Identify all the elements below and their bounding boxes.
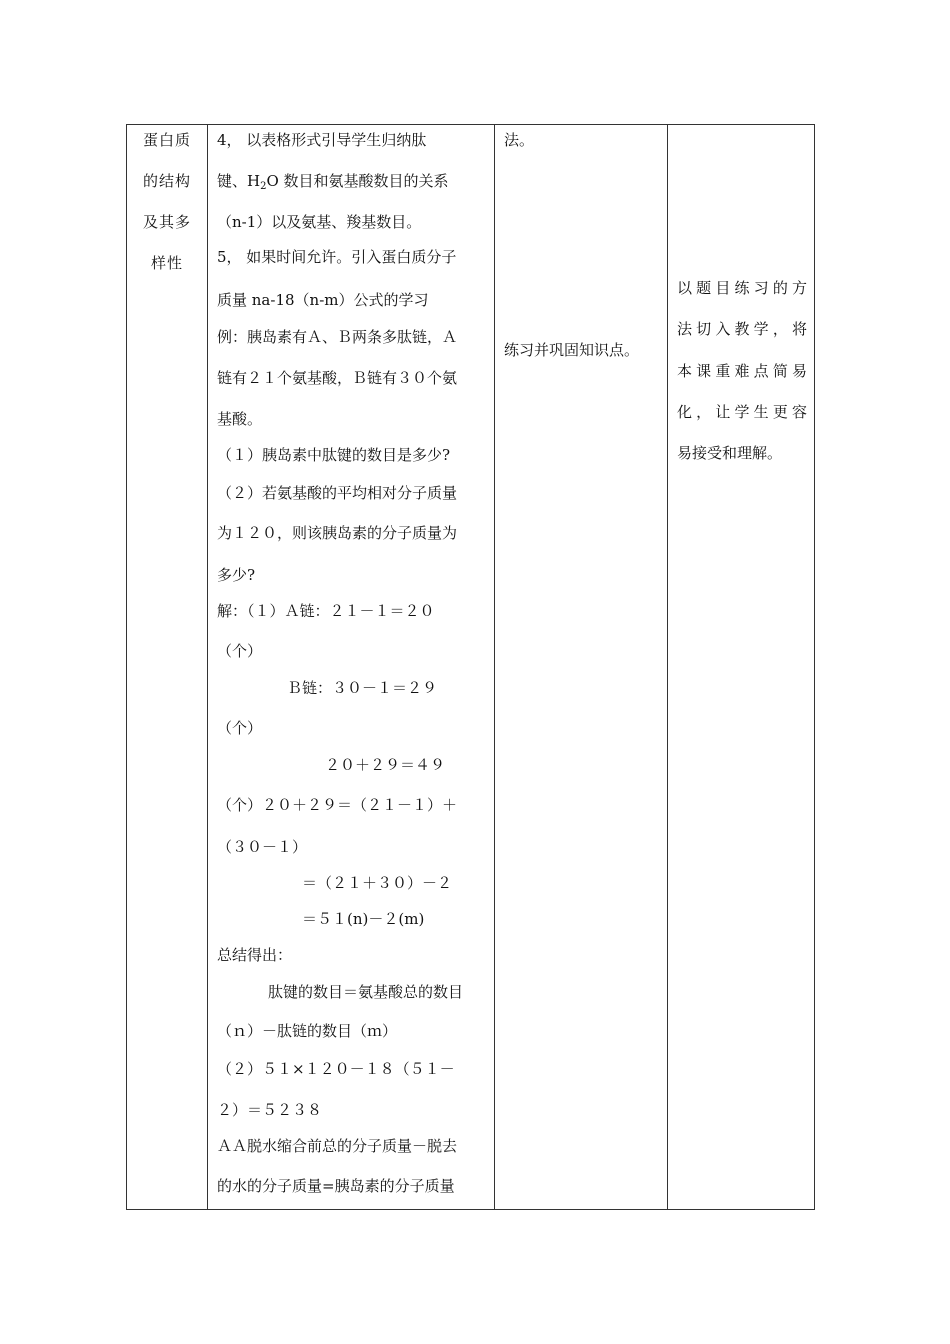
content-line: （个） xyxy=(217,719,263,737)
content-line: ＝５１(n)－２(m) xyxy=(302,910,425,928)
content-line: 4， 以表格形式引导学生归纳肽 xyxy=(217,131,427,149)
topic-cell xyxy=(127,125,207,1209)
content-line: 肽键的数目＝氨基酸总的数目 xyxy=(268,983,464,1001)
content-line: 多少? xyxy=(217,566,256,584)
content-line: 例：胰岛素有Ａ、Ｂ两条多肽链，Ａ xyxy=(217,328,458,346)
activity-line: 法。 xyxy=(504,131,535,149)
content-line: （２）５１×１２０－１８（５１－ xyxy=(217,1060,455,1078)
topic-line: 及其多 xyxy=(142,213,191,231)
student-activity-cell xyxy=(495,125,667,1209)
teaching-content-cell xyxy=(208,125,494,1209)
content-line: （２）若氨基酸的平均相对分子质量 xyxy=(217,484,458,502)
content-line: 键、$H_2O$ 数目和氨基酸数目的关系 xyxy=(217,172,449,192)
content-line: Ｂ链：３０－１＝２９ xyxy=(287,679,438,697)
content-line: 为１２０，则该胰岛素的分子质量为 xyxy=(217,524,458,542)
content-line: 总结得出： xyxy=(217,946,293,964)
content-line: 链有２１个氨基酸，Ｂ链有３０个氨 xyxy=(217,369,458,387)
content-line: 基酸。 xyxy=(217,410,263,428)
content-line: ＝（２１＋３０）－２ xyxy=(302,874,453,892)
content-line: （n-1）以及氨基、羧基数目。 xyxy=(217,213,422,231)
intent-line: 化，让学生更容 xyxy=(677,403,807,421)
content-line: ２）＝５２３８ xyxy=(217,1101,323,1119)
intent-line: 以题目练习的方 xyxy=(677,279,807,297)
activity-line: 练习并巩固知识点。 xyxy=(504,341,640,359)
topic-line: 的结构 xyxy=(142,172,191,190)
intent-line: 本课重难点简易 xyxy=(677,362,807,380)
intent-line: 易接受和理解。 xyxy=(677,444,783,462)
topic-line: 蛋白质 xyxy=(142,131,191,149)
intent-line: 法切入教学，将 xyxy=(677,320,807,338)
content-line: 解：（１）Ａ链：２１－１＝２０ xyxy=(217,602,435,620)
content-line: 的水的分子质量=胰岛素的分子质量 xyxy=(217,1177,455,1195)
content-line: （３０－１） xyxy=(217,838,308,856)
content-line: （１）胰岛素中肽键的数目是多少? xyxy=(217,446,451,464)
content-line: （个）２０＋２９＝（２１－１）＋ xyxy=(217,796,458,814)
content-line: ＡＡ脱水缩合前总的分子质量－脱去 xyxy=(217,1137,458,1155)
content-line: 5， 如果时间允许。引入蛋白质分子 xyxy=(217,248,457,266)
content-line: （个） xyxy=(217,642,263,660)
lesson-plan-table xyxy=(126,124,815,1210)
design-intent-cell xyxy=(668,125,814,1209)
content-line: ２０＋２９＝４９ xyxy=(325,756,446,774)
content-line: 质量 na-18（n-m）公式的学习 xyxy=(217,291,429,309)
content-line: （ｎ）－肽链的数目（ｍ） xyxy=(217,1022,398,1040)
topic-line: 样性 xyxy=(150,254,183,272)
